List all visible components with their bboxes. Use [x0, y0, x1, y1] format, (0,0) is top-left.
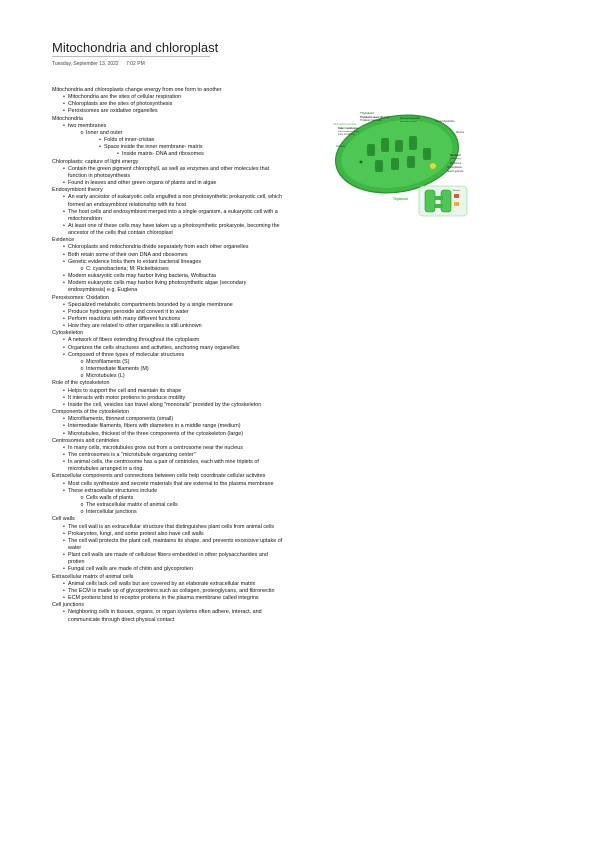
bullet-icon: •: [63, 401, 65, 408]
note-text: Modern eukaryotic cells may harbor living photosynthetic algae (secondary: [68, 280, 247, 287]
bullet-icon: •: [63, 537, 65, 544]
section-heading: [52, 87, 338, 94]
bullet-icon: •: [63, 451, 65, 458]
hollow-bullet-icon: o: [80, 373, 84, 380]
bullet-icon: •: [63, 566, 65, 573]
note-item: [52, 273, 338, 280]
note-item: [52, 316, 338, 323]
title-divider: [52, 56, 210, 57]
label-thylakoid-inset: Thylakoid: [393, 197, 408, 201]
note-text: microtubules arranged in a ring.: [68, 466, 144, 473]
bullet-icon: •: [117, 151, 119, 158]
label-inner-membrane: Inner membrane: [338, 134, 355, 136]
note-text: Microtubules (L): [86, 373, 125, 380]
note-item: [52, 266, 338, 273]
note-text: An early ancestor of eukaryotic cells engulfed a non photosynthetic prokaryotic cell, which: [68, 194, 282, 201]
note-item: [52, 609, 338, 616]
section-heading: [52, 159, 338, 166]
bullet-icon: •: [63, 251, 65, 258]
note-text: Microfilaments, thinnest components (small): [68, 416, 174, 423]
page-date: Tuesday, September 13, 2022: [52, 61, 119, 67]
note-text: Peroxisomes: Oxidation: [52, 294, 109, 301]
bullet-icon: •: [63, 337, 65, 344]
section-heading: [52, 237, 338, 244]
label-stroma-inset: Stroma: [453, 190, 461, 192]
note-text: Cell junctions: [52, 602, 85, 609]
note-text: Extracellular matrix of animal cells: [52, 573, 134, 580]
bullet-icon: •: [63, 530, 65, 537]
bullet-icon: •: [63, 580, 65, 587]
note-text: How they are related to other organelles is still unknown: [68, 323, 202, 330]
label-nucleoid: Nucleoid: [450, 154, 461, 157]
note-text: Animal cells lack cell walls but are covered by an elaborate extracellular matrix: [68, 580, 256, 587]
bullet-icon: •: [63, 416, 65, 423]
note-text: Helps to support the cell and maintain its shape: [68, 387, 182, 394]
note-item: [52, 495, 338, 502]
note-text: Both retain some of their own DNA and ribosomes: [68, 251, 188, 258]
bullet-icon: •: [63, 459, 65, 466]
note-text: Neighboring cells in tissues, organs, or organ systems often adhere, interact, and: [68, 609, 262, 616]
note-item: [52, 466, 338, 473]
note-item: [52, 459, 338, 466]
note-text: Prokaryotes, fungi, and some protest also have cell walls: [68, 530, 204, 537]
hollow-bullet-icon: o: [80, 358, 84, 365]
note-text: Inside matrix- DNA and ribosomes: [122, 151, 204, 158]
note-text: Peroxisomes are oxidative organelles: [68, 108, 158, 115]
note-item: [52, 173, 338, 180]
note-item: [52, 559, 338, 566]
label-intermembrane: Intermembrane space: [338, 131, 360, 133]
note-text: The host cells and endosymbiont merged into a single organism, a eukaryotic cell with a: [68, 208, 278, 215]
section-heading: [52, 438, 338, 445]
note-text: Fungal cell walls are made of chitin and glycoprotien: [68, 566, 193, 573]
note-text: Microfilaments (S): [86, 358, 130, 365]
label-thylakoid-space: Thylakoid space (lumen): [360, 116, 390, 119]
note-item: [52, 588, 338, 595]
label-ribosome: Ribosome: [450, 162, 462, 165]
note-text: Extracellular components and connections between cells help coordinate cellular activites: [52, 473, 266, 480]
note-text: Cells walls of plants: [86, 494, 134, 501]
section-heading: [52, 116, 338, 123]
bullet-icon: •: [63, 587, 65, 594]
note-text: Evidence: [52, 237, 75, 244]
hollow-bullet-icon: o: [80, 265, 84, 272]
bullet-icon: •: [63, 244, 65, 251]
note-text: mitochondrion: [68, 215, 102, 222]
note-text: Endosymbiont theory: [52, 187, 103, 194]
note-text: Intermediate filaments, fibers with diameters in a middle range (medium): [68, 423, 241, 430]
note-item: [52, 137, 338, 144]
note-item: [52, 452, 338, 459]
page-title: Mitochondria and chloroplast: [52, 40, 219, 55]
note-item: [52, 223, 338, 230]
note-text: The cell wall is an extracellular structure that distinguishes plant cells from animal cells: [68, 523, 275, 530]
note-item: [52, 581, 338, 588]
note-text: two membranes: [68, 122, 107, 129]
note-text: Components of the cytoskeleton: [52, 409, 130, 416]
page-time: 7:02 PM: [126, 61, 145, 67]
note-item: [52, 287, 338, 294]
note-text: Organizes the cells structures and activities, anchoring many organelles: [68, 344, 240, 351]
note-item: [52, 352, 338, 359]
note-text: C: cyanobacteria; M: Rickettsioses: [86, 265, 169, 272]
note-text: endosymbiosis) e.g. Euglena: [68, 287, 138, 294]
note-item: [52, 209, 338, 216]
note-text: ancestor of the cells that contain chloroplast: [68, 230, 173, 237]
section-heading: [52, 574, 338, 581]
note-item: [52, 144, 338, 151]
note-item: [52, 230, 338, 237]
note-text: Microtubules, thickest of the three components of the cytoskeleton (large): [68, 430, 243, 437]
label-lamellae: (lamellae or frets): [400, 121, 418, 123]
bullet-icon: •: [63, 194, 65, 201]
note-text: The cell wall protects the plant cell, maintains its shape, and prevents excessive uptake of: [68, 537, 283, 544]
note-text: In many cells, microtubules grow out from a centrosome near the nucleus: [68, 444, 243, 451]
bullet-icon: •: [63, 308, 65, 315]
note-item: [52, 416, 338, 423]
bullet-icon: •: [63, 122, 65, 129]
note-item: [52, 101, 338, 108]
note-item: [52, 545, 338, 552]
section-heading: [52, 187, 338, 194]
bullet-icon: •: [63, 430, 65, 437]
note-item: [52, 130, 338, 137]
bullet-icon: •: [63, 444, 65, 451]
note-text: function in photosynthesis: [68, 172, 131, 179]
note-item: [52, 531, 338, 538]
note-item: [52, 488, 338, 495]
chloroplast-diagram: [333, 110, 475, 222]
bullet-icon: •: [63, 552, 65, 559]
label-outer-membrane: Outer membrane: [338, 127, 359, 130]
bullet-icon: •: [63, 316, 65, 322]
bullet-icon: •: [63, 108, 65, 115]
note-item: [52, 216, 338, 223]
note-text: Modern eukaryotic cells may harbor living bacteria, Wolbachia: [68, 273, 216, 280]
note-text: Plant cell walls are made of cellulose fibers embedded in other polysaccharides and: [68, 552, 268, 559]
bullet-icon: •: [63, 609, 65, 616]
bullet-icon: •: [63, 523, 65, 530]
note-text: protien: [68, 559, 85, 566]
hollow-bullet-icon: o: [80, 502, 84, 509]
section-heading: [52, 330, 338, 337]
bullet-icon: •: [63, 301, 65, 308]
hollow-bullet-icon: o: [80, 509, 84, 516]
bullet-icon: •: [63, 101, 65, 108]
note-text: Chloroplasts are the sites of photosynthesis: [68, 101, 173, 108]
note-item: [52, 388, 338, 395]
bullet-icon: •: [63, 258, 65, 265]
note-text: Inside the cell, vesicles can travel along "monorails" provided by the cytoskeleton: [68, 401, 262, 408]
section-heading: [52, 516, 338, 523]
note-text: Intermediate filaments (M): [86, 366, 149, 373]
note-item: [52, 323, 338, 330]
note-item: [52, 538, 338, 545]
note-item: [52, 509, 338, 516]
note-text: Role of the cytoskeleton: [52, 380, 110, 387]
label-envelope: Chloroplast envelope: [333, 123, 357, 126]
note-item: [52, 252, 338, 259]
label-thylakoid-membrane: Thylakoid membrane: [360, 120, 382, 122]
note-text: Cytoskeleton: [52, 330, 84, 337]
hollow-bullet-icon: o: [80, 366, 84, 373]
section-heading: [52, 473, 338, 480]
bullet-icon: •: [63, 323, 65, 330]
note-text: At least one of these cells may have taken up a photosynthetic prokaryote, becoming the: [68, 222, 280, 229]
ribosome-shape: [360, 161, 363, 164]
note-item: [52, 123, 338, 130]
bullet-icon: •: [99, 144, 101, 151]
label-stroma: Stroma: [456, 131, 465, 134]
note-item: [52, 345, 338, 352]
note-text: water: [68, 545, 82, 551]
note-item: [52, 402, 338, 409]
note-item: [52, 108, 338, 115]
note-text: Contain the green pigment chlorophyll, as well as enzymes and other molecules that: [68, 165, 270, 172]
note-item: [52, 445, 338, 452]
note-text: Mitochondria and chloroplasts change energy from one form to another: [52, 87, 222, 93]
note-item: [52, 395, 338, 402]
note-item: [52, 302, 338, 309]
note-text: Found in leaves and other green organs of plants and in algae: [68, 180, 217, 187]
note-text: In animal cells, the centrosome has a pair of centrioles, each with nine triplets of: [68, 459, 259, 466]
label-granum: Granum: [336, 145, 346, 148]
note-item: [52, 431, 338, 438]
note-text: Centrosomes and centrioles: [52, 437, 120, 444]
bullet-icon: •: [63, 595, 65, 602]
note-text: Chloroplasts and mitochondria divide separately from each other organelles: [68, 244, 249, 251]
note-text: Space inside the inner membrane- matrix: [104, 144, 203, 151]
bullet-icon: •: [99, 137, 101, 144]
note-item: [52, 194, 338, 201]
note-item: [52, 617, 338, 624]
label-granal: Granal thylakoids: [435, 120, 455, 123]
note-item: [52, 180, 338, 187]
hollow-bullet-icon: o: [80, 129, 84, 136]
bullet-icon: •: [63, 394, 65, 401]
note-text: Chloroplasts: capture of light energy: [52, 158, 139, 165]
note-item: [52, 166, 338, 173]
note-text: formed an endosymbiont relationship with its host: [68, 201, 187, 208]
note-text: Intercellular junctions: [86, 509, 137, 516]
bullet-icon: •: [63, 180, 65, 187]
note-text: The ECM is made up of glycoproteins such as collagen, proteoglycans, and fibronectin: [68, 587, 275, 594]
note-text: Mitochondria are the sites of cellular respiration: [68, 94, 181, 101]
note-item: [52, 259, 338, 266]
note-item: [52, 595, 338, 602]
note-item: [52, 373, 338, 380]
note-item: [52, 151, 338, 158]
bullet-icon: •: [63, 387, 65, 394]
bullet-icon: •: [63, 273, 65, 280]
note-item: [52, 309, 338, 316]
note-text: These extracellular structures include: [68, 487, 158, 494]
note-item: [52, 366, 338, 373]
note-text: Specialized metabolic compartments bounded by a single membrane: [68, 301, 233, 308]
label-thylakoid: Thylakoid: [360, 111, 375, 115]
bullet-icon: •: [63, 208, 65, 215]
note-text: Genetic evidence links them to extant bacterial lineages: [68, 258, 202, 265]
notes-body: [52, 87, 338, 624]
page-timestamp: [52, 61, 151, 67]
section-heading: [52, 380, 338, 387]
bullet-icon: •: [63, 94, 65, 101]
section-heading: [52, 295, 338, 302]
note-item: [52, 280, 338, 287]
note-text: Inner and outer: [86, 129, 123, 136]
note-item: [52, 481, 338, 488]
bullet-icon: •: [63, 165, 65, 172]
note-item: [52, 94, 338, 101]
note-item: [52, 423, 338, 430]
bullet-icon: •: [63, 222, 65, 229]
note-item: [52, 244, 338, 251]
note-item: [52, 337, 338, 344]
bullet-icon: •: [63, 344, 65, 351]
note-text: Perform reactions with many different functions: [68, 316, 181, 322]
section-heading: [52, 409, 338, 416]
note-text: The extracellular matrix of animal cells: [86, 502, 178, 509]
bullet-icon: •: [63, 280, 65, 287]
note-item: [52, 566, 338, 573]
note-text: The centrosomes is a "microtubule organizing center": [68, 451, 196, 458]
note-text: Folds of inner-cristae: [104, 137, 155, 144]
label-dna-rings: (DNA rings): [450, 158, 462, 160]
note-text: Produce hydrogen peroxide and convert it to water: [68, 308, 189, 315]
note-text: Most cells synthesize and secrete materials that are external to the plasma membrane: [68, 480, 274, 487]
hollow-bullet-icon: o: [80, 494, 84, 501]
note-item: [52, 502, 338, 509]
plastoglobule-shape: [430, 163, 436, 169]
note-item: [52, 524, 338, 531]
label-plastoglobule: Plastoglobule: [447, 166, 463, 169]
bullet-icon: •: [63, 423, 65, 430]
bullet-icon: •: [63, 480, 65, 487]
note-text: Mitochondria: [52, 115, 83, 122]
section-heading: [52, 602, 338, 609]
note-text: A network of fibers extending throughout the cytoplasm: [68, 337, 200, 344]
note-text: Composed of three types of molecular structures: [68, 351, 185, 358]
label-starch: Starch granule: [447, 170, 464, 173]
label-stromal: Stromal thylakoids: [400, 117, 421, 120]
note-item: [52, 359, 338, 366]
note-text: ECM protiens bind to receptor protiens in the plasma membrane called integrins: [68, 595, 259, 602]
note-text: communicate through direct physical contact: [68, 616, 175, 623]
note-text: It interacts with motor protiens to produce motility: [68, 394, 186, 401]
note-item: [52, 202, 338, 209]
note-text: Cell walls: [52, 516, 75, 523]
note-item: [52, 552, 338, 559]
bullet-icon: •: [63, 487, 65, 494]
bullet-icon: •: [63, 351, 65, 358]
